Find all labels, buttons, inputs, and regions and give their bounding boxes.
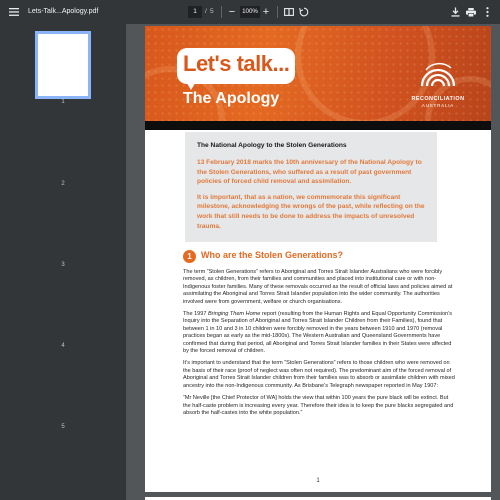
toolbar-divider	[221, 6, 222, 18]
thumbnail-label[interactable]: 3	[61, 262, 65, 268]
thumbnail-label: 1	[61, 99, 65, 105]
info-paragraph: 13 February 2018 marks the 10th anniversary of the National Apology to the Stolen Generations, who suffered as a result of past government policies of forced child removal and assimilation.	[197, 159, 422, 186]
total-pages: 5	[210, 8, 214, 15]
page-thumbnail-1[interactable]	[38, 34, 88, 96]
page-number-input[interactable]: 1	[188, 6, 202, 18]
document-viewer[interactable]	[126, 24, 500, 500]
thumbnail-label[interactable]: 5	[61, 424, 65, 430]
section-number: 1	[183, 250, 196, 263]
zoom-level-input[interactable]: 100%	[240, 6, 260, 18]
banner-stripe	[145, 121, 491, 130]
pdf-page	[145, 26, 491, 492]
print-icon[interactable]	[464, 0, 478, 27]
logo-name: RECONCILIATION	[411, 96, 465, 102]
fit-page-icon[interactable]	[282, 0, 296, 26]
page-number: 1	[316, 478, 320, 484]
body-paragraph: The 1997 Bringing Them Home report (resulting from the Human Rights and Equal Opportunity Commission’s Inquiry into the Separation of Aboriginal and Torres Strait Islander Children from their Families), found that between 1 in 10 and 3 in 10 children were forcibly removed in the years between 1910 and 1970 (removal practices began as early as the mid-1800s). The Western Australian and Queensland Governments have confirmed that during that period, all Aboriginal and Torres Strait Islander families in their States were affected by the forced removal of children.	[183, 311, 453, 355]
body-paragraph: The term “Stolen Generations” refers to Aboriginal and Torres Strait Islander Australians who were forcibly removed, as children, from their families and communities and placed into institutional care or with non-Indigenous foster families. Many of these removals occurred as the result of official laws and policies aimed at assimilating the Aboriginal and Torres Strait Islander population into the wider community. The authorities involved were from government, welfare or church organisations.	[183, 269, 453, 305]
quote-paragraph: “Mr Neville [the Chief Protector of WA] holds the view that within 100 years the pure black will be extinct. But the half-caste problem is increasing every year. Therefore their idea is to keep the pure blacks segregated and absorb the half-castes into the white population.”	[183, 395, 454, 416]
banner-title: The Apology	[183, 90, 280, 107]
info-box	[185, 132, 437, 242]
minus-icon[interactable]: −	[228, 6, 236, 18]
bubble-text: Let's talk...	[183, 51, 290, 76]
toolbar-divider	[277, 6, 278, 18]
info-heading: The National Apology to the Stolen Generations	[197, 142, 347, 149]
logo-sub: AUSTRALIA	[421, 103, 455, 108]
thumbnail-label[interactable]: 4	[61, 343, 65, 349]
page-separator: /	[205, 8, 207, 15]
reconciliation-logo	[403, 62, 473, 108]
thumbnail-sidebar	[0, 24, 126, 500]
body-paragraph: It’s important to understand that the term “Stolen Generations” refers to those children who were removed on the basis of their race (proof of neglect was often not required). The predominant aim of the forced removal of Aboriginal and Torres Strait Islander children from their families was to absorb or assimilate children with mixed ancestry into the non-Indigenous community. As Brisbane’s Telegraph newspaper reported in May 1907:	[183, 360, 455, 389]
file-name: Lets-Talk...Apology.pdf	[28, 8, 99, 15]
body-text	[183, 269, 455, 422]
hamburger-icon[interactable]	[7, 0, 21, 26]
rotate-icon[interactable]	[297, 0, 311, 27]
section-title: Who are the Stolen Generations?	[201, 250, 344, 260]
download-icon[interactable]	[448, 0, 462, 27]
reconciliation-logo-icon	[417, 62, 459, 88]
report-title: Bringing Them Home	[207, 311, 261, 318]
plus-icon[interactable]: +	[262, 6, 270, 18]
info-paragraph: It is important, that as a nation, we commemorate this significant milestone, acknowledging the wrongs of the past, while reflecting on the work that still needs to be done to address the impacts of unresolved trauma.	[197, 193, 425, 230]
more-vert-icon[interactable]	[480, 0, 494, 27]
thumbnail-label[interactable]: 2	[61, 181, 65, 187]
pdf-toolbar	[0, 0, 500, 24]
banner	[145, 26, 491, 121]
